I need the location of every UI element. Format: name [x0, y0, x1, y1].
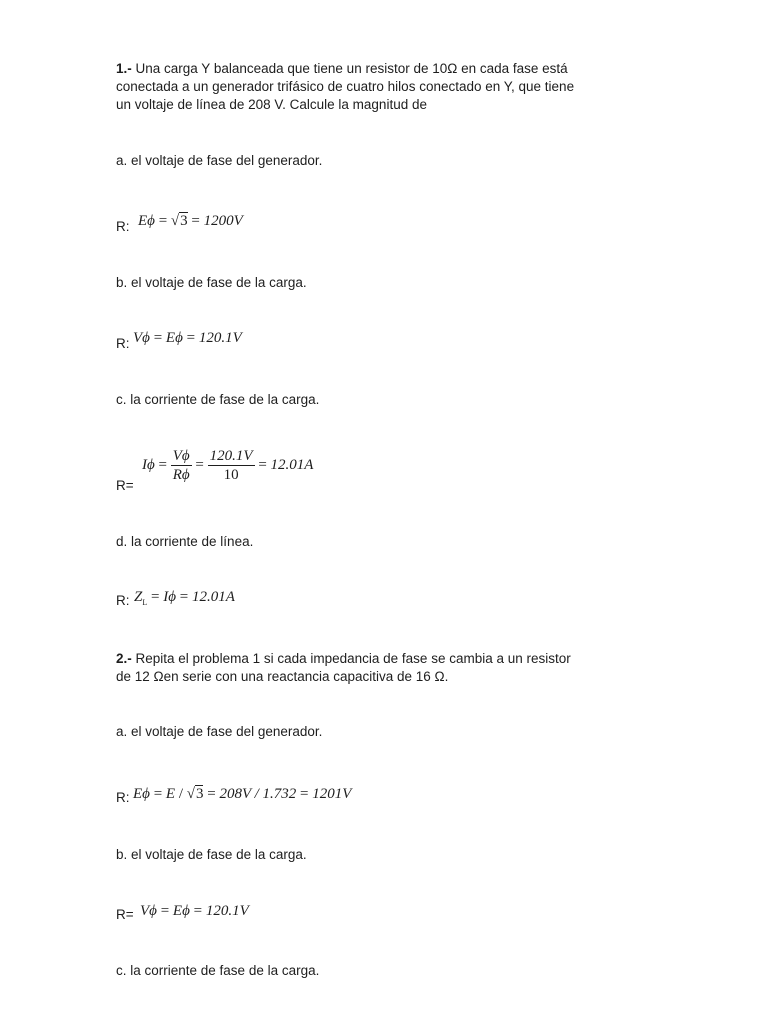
problem-1-equation-c [142, 447, 313, 484]
problem-2-line-2: de 12 Ωen serie con una reactancia capacitiva de 16 Ω. [116, 669, 449, 684]
problem-1-text-1: Una carga Y balanceada que tiene un resistor de 10Ω en cada fase está [131, 61, 568, 76]
fraction-1 [171, 447, 192, 484]
eq-operator: = [189, 903, 206, 919]
eq-operator: = [147, 589, 164, 605]
problem-1-number: 1.- [116, 61, 132, 76]
eq-operator: = [182, 330, 199, 346]
problem-1-question-d: d. la corriente de línea. [116, 534, 254, 549]
problem-2-answer-label-a: R: [116, 790, 130, 805]
eq-term: Z [134, 589, 143, 605]
problem-2-number: 2.- [116, 651, 132, 666]
problem-1-question-b: b. el voltaje de fase de la carga. [116, 275, 307, 290]
problem-2-question-b: b. el voltaje de fase de la carga. [116, 847, 307, 862]
sqrt-radicand: 3 [195, 786, 204, 802]
eq-operator: = [191, 456, 208, 473]
problem-1-answer-label-a: R: [116, 219, 130, 234]
eq-result: 120.1V [205, 903, 249, 919]
eq-operator: = [296, 786, 313, 802]
problem-2-equation-a [133, 785, 351, 803]
problem-1-line-2: conectada a un generador trifásico de cuatro hilos conectado en Y, que tiene [116, 79, 575, 94]
eq-term: E [165, 786, 176, 802]
problem-1-answer-label-c: R= [116, 478, 134, 493]
eq-result: 120.1V [198, 330, 242, 346]
eq-operator: = [149, 330, 166, 346]
eq-operator: = [203, 786, 220, 802]
problem-1-answer-label-d: R: [116, 593, 130, 608]
sqrt-sign: √ [186, 786, 195, 802]
fraction-denominator: 10 [223, 467, 239, 483]
problem-1-equation-b [133, 329, 242, 347]
problem-1-equation-d [134, 588, 235, 612]
fraction-2 [208, 447, 255, 484]
eq-operator: = [156, 903, 173, 919]
problem-2-answer-label-b: R= [116, 907, 134, 922]
eq-operator: = [154, 456, 171, 473]
problem-1-question-c: c. la corriente de fase de la carga. [116, 392, 320, 407]
eq-subscript: L [142, 598, 148, 607]
eq-term: Eϕ [133, 786, 150, 802]
eq-term: Vϕ [140, 903, 157, 919]
eq-term: Vϕ [133, 330, 150, 346]
eq-operator: = [187, 213, 204, 229]
problem-2-question-c: c. la corriente de fase de la carga. [116, 963, 320, 978]
sqrt-radicand: 3 [180, 213, 188, 229]
fraction-denominator: Rϕ [172, 467, 190, 483]
eq-operator: = [175, 589, 192, 605]
eq-operator: = [154, 213, 171, 229]
eq-operator: = [149, 786, 166, 802]
sqrt-sign: √ [170, 213, 180, 229]
eq-operator: = [254, 456, 271, 473]
problem-1-line-3: un voltaje de línea de 208 V. Calcule la magnitud de [116, 97, 427, 112]
fraction-numerator: 120.1V [209, 448, 253, 464]
eq-result: 1200V [203, 213, 243, 229]
eq-operator: / [175, 786, 187, 802]
problem-1-question-a: a. el voltaje de fase del generador. [116, 153, 323, 168]
eq-term: Eϕ [172, 903, 190, 919]
problem-2-line-1 [116, 650, 571, 668]
problem-1-equation-a [138, 212, 243, 230]
fraction-numerator: Vϕ [172, 448, 190, 464]
problem-1-answer-label-b: R: [116, 336, 130, 351]
eq-result: 1201V [312, 786, 352, 802]
eq-term: Iϕ [163, 589, 176, 605]
eq-term: Eϕ [138, 213, 155, 229]
eq-result: 12.01A [191, 589, 235, 605]
eq-result: 12.01A [270, 456, 314, 473]
problem-2-equation-b [140, 902, 249, 920]
problem-2-question-a: a. el voltaje de fase del generador. [116, 724, 323, 739]
eq-term: Eϕ [165, 330, 183, 346]
problem-1-line-1 [116, 60, 568, 78]
eq-term: Iϕ [142, 456, 155, 473]
problem-2-text-1: Repita el problema 1 si cada impedancia de fase se cambia a un resistor [131, 651, 571, 666]
eq-term: 208V / 1.732 [219, 786, 297, 802]
